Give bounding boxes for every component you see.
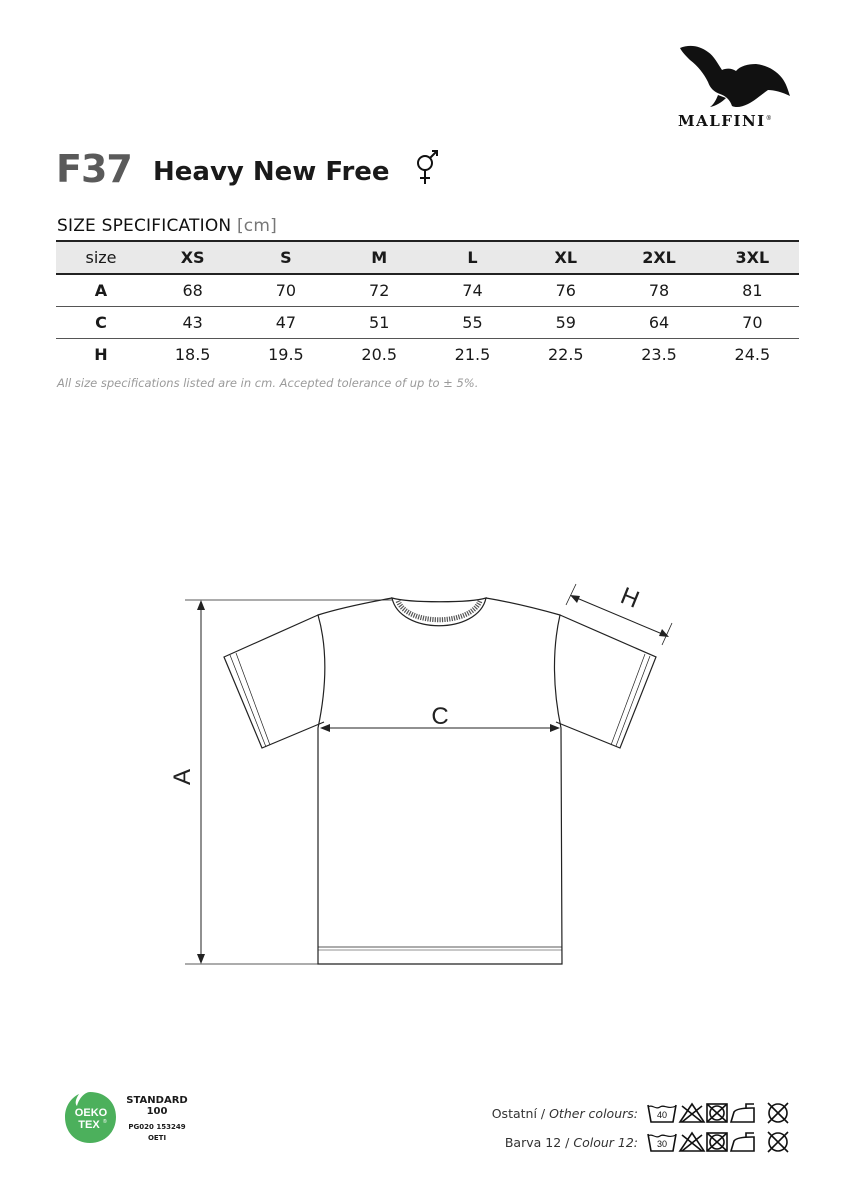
table-cell: 23.5: [641, 345, 677, 364]
oeko-standard: [124, 1095, 190, 1117]
no-dry-clean-icon: [768, 1103, 788, 1123]
row-label: H: [94, 345, 108, 364]
table-cell: 21.5: [454, 345, 491, 364]
table-cell: 64: [612, 307, 705, 339]
header-cell: M: [333, 241, 426, 274]
table-row: [56, 339, 799, 371]
header-cell: XS: [146, 241, 239, 274]
label-c: C: [431, 703, 449, 730]
tolerance-note: All size specifications listed are in cm. Accepted tolerance of up to ± 5%.: [57, 376, 479, 390]
care-label-plain: Ostatní /: [491, 1106, 550, 1121]
table-cell: 74: [426, 274, 519, 307]
table-row: [56, 274, 799, 307]
row-label: A: [56, 274, 146, 307]
iron-icon: [731, 1104, 754, 1122]
oeko-standard-number: 100: [146, 1106, 168, 1117]
no-tumble-dry-icon: [707, 1104, 727, 1122]
table-cell: 51: [333, 307, 426, 339]
unisex-icon: [412, 150, 442, 186]
oeko-badge-reg: ®: [103, 1119, 107, 1125]
no-bleach-icon: [680, 1104, 704, 1122]
size-spec-heading: [57, 216, 277, 236]
label-h: H: [616, 582, 643, 614]
care-label-other-colours: [378, 1106, 638, 1121]
eagle-logo-icon: [678, 40, 790, 110]
table-header-row: [56, 241, 799, 274]
header-cell: XL: [519, 241, 612, 274]
collar: [392, 598, 486, 626]
tshirt-outline: [318, 598, 562, 964]
no-tumble-dry-icon: [707, 1133, 727, 1151]
care-icons-other: [646, 1101, 798, 1125]
care-icons-colour-12: [646, 1130, 798, 1154]
table-row: [56, 307, 799, 339]
malfini-logo: [672, 40, 802, 135]
size-table: [56, 240, 799, 370]
oeko-badge-line1: OEKO: [74, 1107, 108, 1119]
table-cell: 47: [239, 307, 332, 339]
table-cell: 78: [612, 274, 705, 307]
table-cell: 22.5: [547, 345, 584, 364]
oeko-institute: OETI: [147, 1134, 167, 1142]
table-cell: 43: [146, 307, 239, 339]
table-cell: 59: [519, 307, 612, 339]
oeko-standard-label: STANDARD: [126, 1095, 188, 1106]
table-cell: 76: [519, 274, 612, 307]
product-code: F37: [56, 147, 132, 191]
care-label-colour-12: [378, 1135, 638, 1150]
table-cell: 68: [146, 274, 239, 307]
care-label-italic: Other colours:: [549, 1106, 638, 1121]
table-cell: 24.5: [734, 345, 771, 364]
iron-icon: [731, 1133, 754, 1151]
no-dry-clean-icon: [768, 1132, 788, 1152]
wash-temp: 40: [656, 1110, 668, 1120]
spec-unit: [cm]: [236, 216, 277, 236]
right-sleeve: [556, 615, 656, 748]
care-label-plain: Barva 12 /: [504, 1135, 574, 1150]
oeko-tex-badge: [63, 1090, 118, 1145]
spec-heading-text: SIZE SPECIFICATION: [57, 216, 232, 236]
table-cell: 70: [706, 307, 799, 339]
table-cell: 19.5: [268, 345, 304, 364]
row-label: C: [56, 307, 146, 339]
header-cell: S: [239, 241, 332, 274]
header-cell: size: [56, 241, 146, 274]
tshirt-diagram: [0, 560, 849, 980]
care-label-italic: Colour 12:: [573, 1135, 638, 1150]
product-name: Heavy New Free: [153, 157, 390, 187]
header-cell: 2XL: [612, 241, 705, 274]
header-cell: L: [426, 241, 519, 274]
table-cell: 72: [333, 274, 426, 307]
oeko-badge-line2: TEX: [78, 1119, 100, 1131]
table-cell: 55: [426, 307, 519, 339]
left-sleeve: [224, 615, 324, 748]
wash-temp: 30: [656, 1139, 668, 1149]
table-cell: 18.5: [174, 345, 211, 364]
label-a: A: [169, 768, 196, 786]
table-cell: 20.5: [361, 345, 398, 364]
no-bleach-icon: [680, 1133, 704, 1151]
table-cell: 81: [706, 274, 799, 307]
header-cell: 3XL: [706, 241, 799, 274]
registered-mark: ®: [765, 115, 772, 122]
brand-name: MALFINI: [678, 112, 766, 130]
table-cell: 70: [239, 274, 332, 307]
oeko-certificate-code: PG020 153249: [128, 1123, 186, 1131]
